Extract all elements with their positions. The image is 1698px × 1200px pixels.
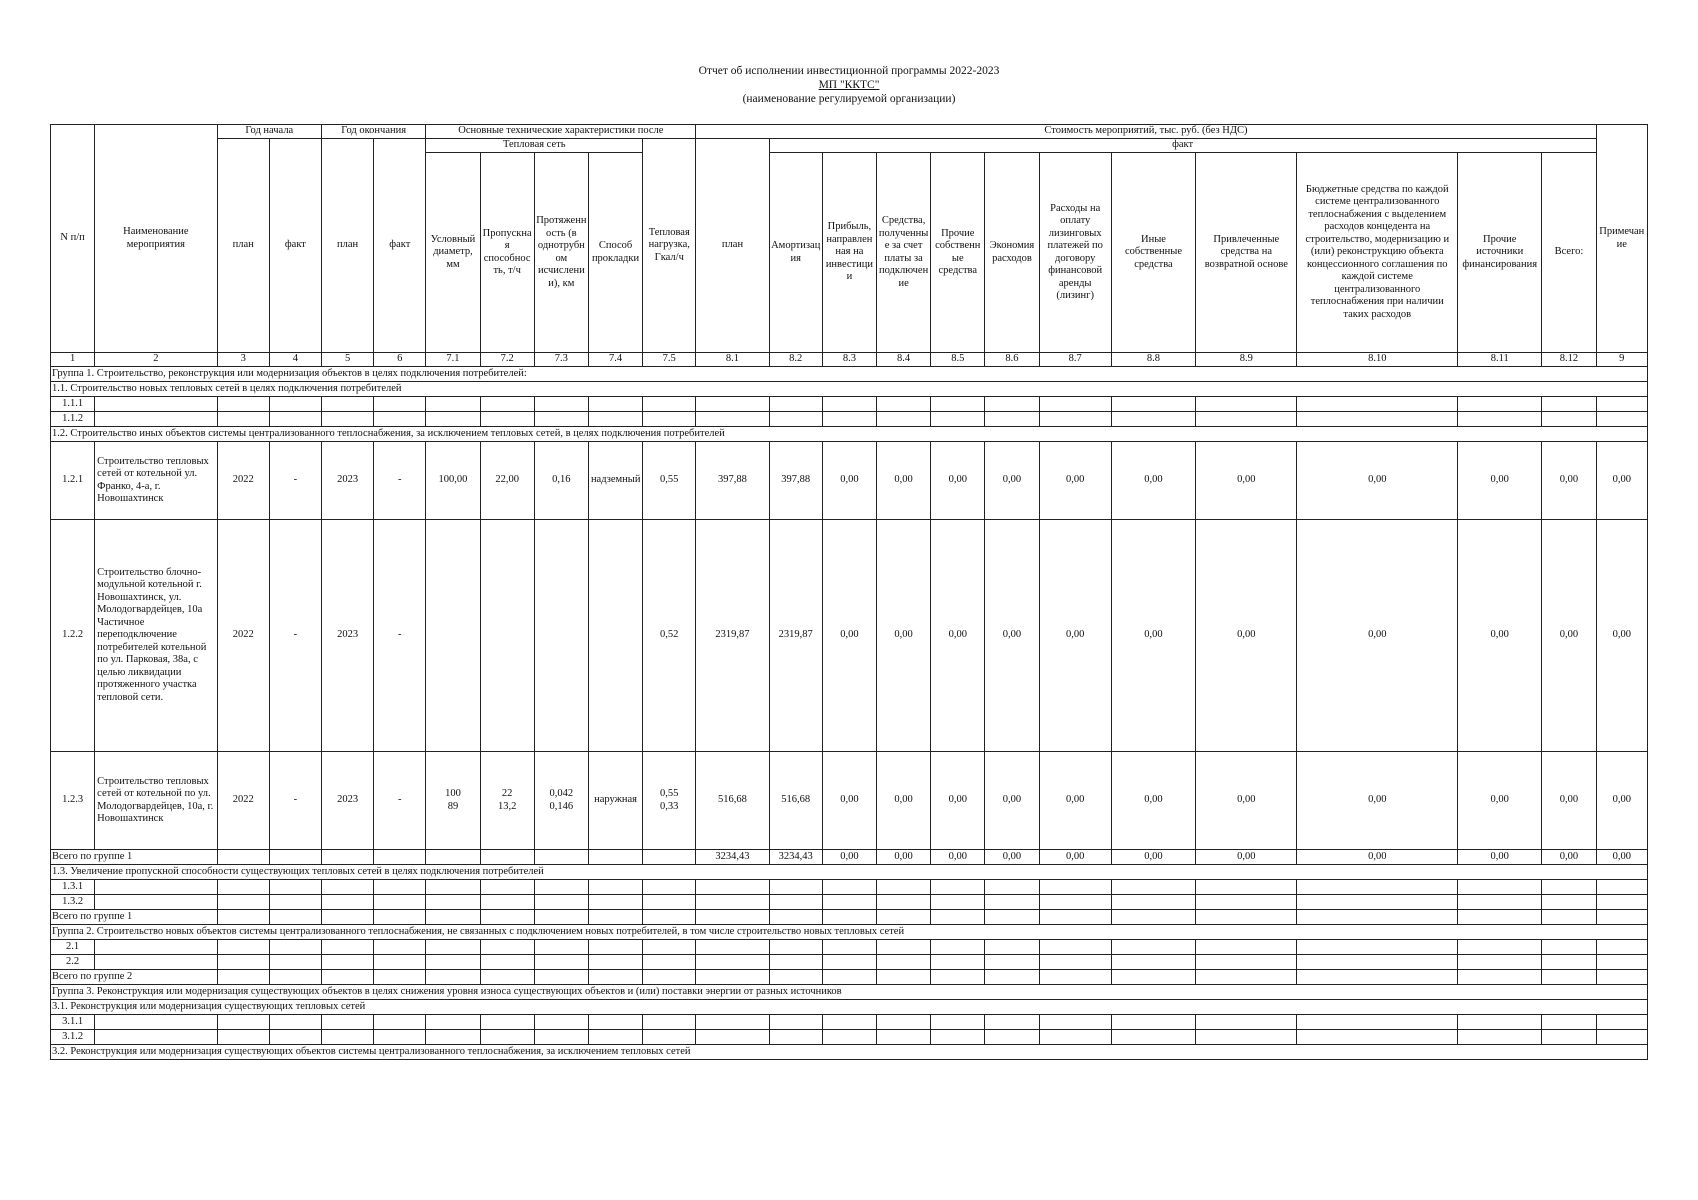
total-row: [51, 850, 1648, 865]
borrowed: 0,00: [1196, 850, 1297, 865]
header-budget: Бюджетные средства по каждой системе централизованного теплоснабжения с выделением расходов концедента на строительство, модернизацию и (или) реконструкцию объекта концессионного соглашения по каждой системе централизованного теплоснабжения при наличии таких расходов: [1297, 153, 1458, 353]
connection-fee: 0,00: [877, 520, 931, 752]
header-end-year: Год окончания: [321, 125, 425, 139]
section-heading: 3.2. Реконструкция или модернизация существующих объектов системы централизованного теплоснабжения, за исключением тепловых сетей: [51, 1045, 1648, 1060]
note: 0,00: [1596, 520, 1647, 752]
cost-plan: 2319,87: [696, 520, 769, 752]
end-plan: 2023: [321, 520, 373, 752]
diameter: 100,00: [426, 442, 480, 520]
row-code: 1.2.2: [51, 520, 95, 752]
leasing: 0,00: [1039, 850, 1111, 865]
col-number: 5: [321, 353, 373, 367]
end-plan: 2023: [321, 752, 373, 850]
row-code: 1.1.1: [51, 397, 95, 412]
borrowed: 0,00: [1196, 442, 1297, 520]
col-number: 2: [95, 353, 217, 367]
header-length: Протяженность (в однотрубном исчислении), км: [534, 153, 588, 353]
heat-load: 0,55: [643, 442, 696, 520]
laying-method: надземный: [588, 442, 642, 520]
header-heat-net: Тепловая сеть: [426, 139, 643, 153]
header-borrowed: Привлеченные средства на возвратной основе: [1196, 153, 1297, 353]
table-row: [51, 752, 1648, 850]
end-fact: -: [374, 752, 426, 850]
laying-method: наружная: [588, 752, 642, 850]
note: 0,00: [1596, 442, 1647, 520]
total-row: [51, 970, 1648, 985]
capacity: 22 13,2: [480, 752, 534, 850]
header-load: Тепловая нагрузка, Гкал/ч: [643, 139, 696, 353]
budget: 0,00: [1297, 752, 1458, 850]
cost-plan: 397,88: [696, 442, 769, 520]
col-number: 8.3: [822, 353, 876, 367]
col-number: 4: [269, 353, 321, 367]
length: 0,16: [534, 442, 588, 520]
organization-name: МП "ККТС": [818, 79, 880, 91]
header-start-year: Год начала: [217, 125, 321, 139]
start-plan: 2022: [217, 442, 269, 520]
header-num: N п/п: [51, 125, 95, 353]
row-code: 1.3.2: [51, 895, 95, 910]
col-number: 8.8: [1111, 353, 1195, 367]
report-title-line: Отчет об исполнении инвестиционной программы 2022-2023: [698, 65, 1000, 77]
header-name: Наименование мероприятия: [95, 125, 217, 353]
col-number: 6: [374, 353, 426, 367]
row-code: 2.1: [51, 940, 95, 955]
end-fact: -: [374, 520, 426, 752]
borrowed: 0,00: [1196, 520, 1297, 752]
col-number: 8.5: [931, 353, 985, 367]
col-number: 8.9: [1196, 353, 1297, 367]
group-heading: Группа 3. Реконструкция или модернизация существующих объектов в целях снижения уровня износа существующих объектов и (или) поставки энергии от разных источников: [51, 985, 1648, 1000]
header-end-plan: план: [321, 139, 373, 353]
laying-method: [588, 520, 642, 752]
col-number: 7.3: [534, 353, 588, 367]
column-numbers-row: [51, 353, 1648, 367]
own-funds: 0,00: [931, 442, 985, 520]
row-code: 2.2: [51, 955, 95, 970]
leasing: 0,00: [1039, 442, 1111, 520]
leasing: 0,00: [1039, 752, 1111, 850]
header-own: Прочие собственные средства: [931, 153, 985, 353]
col-number: 8.11: [1458, 353, 1542, 367]
header-tech: Основные технические характеристики после: [426, 125, 696, 139]
header-connect: Средства, полученные за счет платы за подключение: [877, 153, 931, 353]
table-row: [51, 397, 1648, 412]
length: [534, 520, 588, 752]
table-row: [51, 895, 1648, 910]
capacity: [480, 520, 534, 752]
capacity: 22,00: [480, 442, 534, 520]
header-note: Примечание: [1596, 125, 1647, 353]
row-name: Строительство тепловых сетей от котельной ул. Франко, 4-а, г. Новошахтинск: [95, 442, 217, 520]
start-fact: -: [269, 752, 321, 850]
connection-fee: 0,00: [877, 752, 931, 850]
table-row: [51, 880, 1648, 895]
economy: 0,00: [985, 752, 1039, 850]
header-start-fact: факт: [269, 139, 321, 353]
start-fact: -: [269, 520, 321, 752]
other-own: 0,00: [1111, 520, 1195, 752]
table-row: [51, 412, 1648, 427]
note: 0,00: [1596, 850, 1647, 865]
header-other-own: Иные собственные средства: [1111, 153, 1195, 353]
col-number: 7.4: [588, 353, 642, 367]
section-heading: 3.1. Реконструкция или модернизация существующих тепловых сетей: [51, 1000, 1648, 1015]
group-heading: Группа 2. Строительство новых объектов системы централизованного теплоснабжения, не связанных с подключением новых потребителей, в том числе строительство новых тепловых сетей: [51, 925, 1648, 940]
table-row: [51, 1030, 1648, 1045]
col-number: 8.10: [1297, 353, 1458, 367]
col-number: 8.7: [1039, 353, 1111, 367]
table-row: [51, 442, 1648, 520]
length: 0,042 0,146: [534, 752, 588, 850]
row-code: 3.1.1: [51, 1015, 95, 1030]
connection-fee: 0,00: [877, 442, 931, 520]
header-profit: Прибыль, направленная на инвестиции: [822, 153, 876, 353]
amortization: 2319,87: [769, 520, 822, 752]
amortization: 516,68: [769, 752, 822, 850]
col-number: 8.4: [877, 353, 931, 367]
header-capacity: Пропускная способность, т/ч: [480, 153, 534, 353]
header-amort: Амортизация: [769, 153, 822, 353]
investment-report-table: [50, 124, 1648, 1060]
budget: 0,00: [1297, 520, 1458, 752]
header-cost: Стоимость мероприятий, тыс. руб. (без НДС): [696, 125, 1596, 139]
col-number: 1: [51, 353, 95, 367]
borrowed: 0,00: [1196, 752, 1297, 850]
col-number: 3: [217, 353, 269, 367]
profit: 0,00: [822, 850, 876, 865]
header-end-fact: факт: [374, 139, 426, 353]
own-funds: 0,00: [931, 520, 985, 752]
other-own: 0,00: [1111, 442, 1195, 520]
other-own: 0,00: [1111, 850, 1195, 865]
header-other-src: Прочие источники финансирования: [1458, 153, 1542, 353]
start-fact: -: [269, 442, 321, 520]
row-name: Строительство блочно-модульной котельной г. Новошахтинск, ул. Молодогвардейцев, 10а Частичное переподключение потребителей котельной по ул. Парковая, 38а, с целью ликвидации протяженного участка тепловой сети.: [95, 520, 217, 752]
row-code: 3.1.2: [51, 1030, 95, 1045]
row-code: 1.2.1: [51, 442, 95, 520]
col-number: 8.6: [985, 353, 1039, 367]
total-label: Всего по группе 1: [51, 910, 218, 925]
col-number: 7.1: [426, 353, 480, 367]
section-heading: 1.2. Строительство иных объектов системы централизованного теплоснабжения, за исключением тепловых сетей, в целях подключения потребителей: [51, 427, 1648, 442]
own-funds: 0,00: [931, 752, 985, 850]
amortization: 3234,43: [769, 850, 822, 865]
total: 0,00: [1542, 850, 1596, 865]
col-number: 7.2: [480, 353, 534, 367]
own-funds: 0,00: [931, 850, 985, 865]
profit: 0,00: [822, 520, 876, 752]
profit: 0,00: [822, 752, 876, 850]
organization-caption: (наименование регулируемой организации): [742, 93, 956, 105]
start-plan: 2022: [217, 520, 269, 752]
header-method: Способ прокладки: [588, 153, 642, 353]
col-number: 7.5: [643, 353, 696, 367]
group-heading: Группа 1. Строительство, реконструкция или модернизация объектов в целях подключения потребителей:: [51, 367, 1648, 382]
other-sources: 0,00: [1458, 442, 1542, 520]
header-economy: Экономия расходов: [985, 153, 1039, 353]
table-row: [51, 955, 1648, 970]
total-label: Всего по группе 2: [51, 970, 218, 985]
col-number: 8.12: [1542, 353, 1596, 367]
table-row: [51, 940, 1648, 955]
table-row: [51, 520, 1648, 752]
note: 0,00: [1596, 752, 1647, 850]
end-plan: 2023: [321, 442, 373, 520]
col-number: 8.2: [769, 353, 822, 367]
amortization: 397,88: [769, 442, 822, 520]
other-sources: 0,00: [1458, 752, 1542, 850]
other-sources: 0,00: [1458, 850, 1542, 865]
header-start-plan: план: [217, 139, 269, 353]
leasing: 0,00: [1039, 520, 1111, 752]
heat-load: 0,55 0,33: [643, 752, 696, 850]
header-cost-plan: план: [696, 139, 769, 353]
diameter: 100 89: [426, 752, 480, 850]
economy: 0,00: [985, 442, 1039, 520]
start-plan: 2022: [217, 752, 269, 850]
row-code: 1.3.1: [51, 880, 95, 895]
row-name: Строительство тепловых сетей от котельной по ул. Молодогвардейцев, 10а, г. Новошахтинск: [95, 752, 217, 850]
report-title: [0, 64, 1698, 106]
total-row: [51, 910, 1648, 925]
economy: 0,00: [985, 850, 1039, 865]
other-own: 0,00: [1111, 752, 1195, 850]
col-number: 8.1: [696, 353, 769, 367]
other-sources: 0,00: [1458, 520, 1542, 752]
diameter: [426, 520, 480, 752]
cost-plan: 516,68: [696, 752, 769, 850]
section-heading: 1.3. Увеличение пропускной способности существующих тепловых сетей в целях подключения потребителей: [51, 865, 1648, 880]
end-fact: -: [374, 442, 426, 520]
budget: 0,00: [1297, 850, 1458, 865]
header-leasing: Расходы на оплату лизинговых платежей по договору финансовой аренды (лизинг): [1039, 153, 1111, 353]
header-cost-fact: факт: [769, 139, 1596, 153]
header-total: Всего:: [1542, 153, 1596, 353]
row-code: 1.2.3: [51, 752, 95, 850]
row-code: 1.1.2: [51, 412, 95, 427]
col-number: 9: [1596, 353, 1647, 367]
table-row: [51, 1015, 1648, 1030]
section-heading: 1.1. Строительство новых тепловых сетей в целях подключения потребителей: [51, 382, 1648, 397]
total: 0,00: [1542, 442, 1596, 520]
heat-load: 0,52: [643, 520, 696, 752]
total: 0,00: [1542, 752, 1596, 850]
cost-plan: 3234,43: [696, 850, 769, 865]
total-label: Всего по группе 1: [51, 850, 218, 865]
budget: 0,00: [1297, 442, 1458, 520]
profit: 0,00: [822, 442, 876, 520]
economy: 0,00: [985, 520, 1039, 752]
connection-fee: 0,00: [877, 850, 931, 865]
header-diam: Условный диаметр, мм: [426, 153, 480, 353]
total: 0,00: [1542, 520, 1596, 752]
